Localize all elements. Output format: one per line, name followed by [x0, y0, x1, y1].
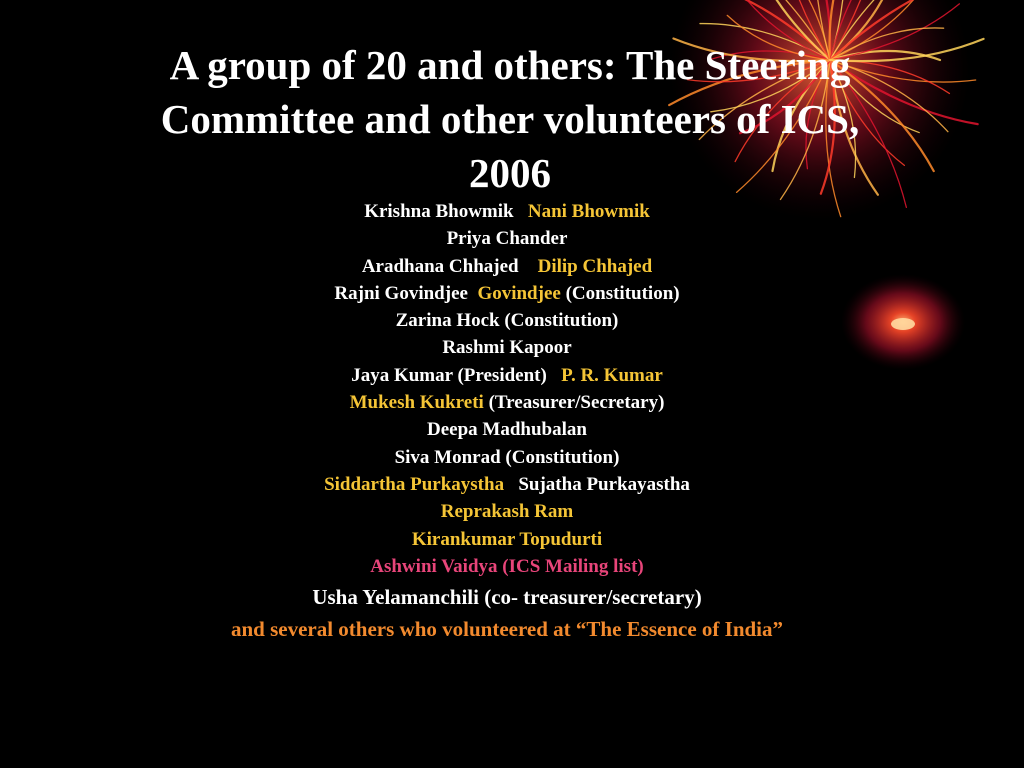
slide-title: [110, 38, 910, 200]
volunteer-row: [0, 498, 1014, 525]
slide-title-line-3: 2006: [469, 150, 551, 196]
volunteer-row: [0, 280, 1014, 307]
volunteer-row: [0, 334, 1014, 361]
volunteer-text: Usha Yelamanchili (co- treasurer/secretary): [312, 585, 702, 610]
volunteer-text: Nani Bhowmik: [527, 201, 650, 222]
volunteer-text: Jaya Kumar (President): [351, 364, 562, 386]
volunteer-row: [0, 416, 1014, 443]
volunteer-row: [0, 471, 1014, 498]
volunteer-text: Rajni Govindjee: [334, 282, 478, 304]
volunteer-row: [0, 307, 1014, 334]
volunteer-text: (Treasurer/Secretary): [483, 392, 665, 414]
volunteer-text: (Constitution): [560, 282, 680, 304]
slide-title-line-2: Committee and other volunteers of ICS,: [160, 96, 860, 142]
volunteer-list: [0, 198, 1014, 644]
volunteer-text: Aradhana Chhajed: [361, 255, 538, 277]
volunteer-text: Siva Monrad (Constitution): [394, 446, 620, 468]
volunteer-text: Rashmi Kapoor: [442, 337, 572, 359]
volunteer-text: Dilip Chhajed: [537, 255, 653, 277]
volunteer-text: Kirankumar Topudurti: [411, 528, 603, 550]
volunteer-row: [0, 198, 1014, 225]
volunteer-row: [0, 253, 1014, 280]
volunteer-text: Siddartha Purkaystha: [324, 473, 505, 495]
volunteer-text: Krishna Bhowmik: [364, 201, 528, 222]
volunteer-text: Ashwini Vaidya (ICS Mailing list): [370, 555, 644, 577]
slide-title-line-1: A group of 20 and others: The Steering: [169, 42, 851, 88]
volunteer-text: P. R. Kumar: [561, 364, 663, 386]
volunteer-text: Zarina Hock (Constitution): [395, 310, 619, 332]
volunteer-row: [0, 526, 1014, 553]
volunteer-text: Mukesh Kukreti: [349, 392, 484, 414]
volunteer-row: [0, 614, 1014, 644]
volunteer-text: and several others who volunteered at “The Essence of India”: [230, 617, 784, 642]
volunteer-text: Sujatha Purkayastha: [504, 473, 690, 495]
volunteer-row: [0, 362, 1014, 389]
volunteer-row: [0, 444, 1014, 471]
volunteer-text: Priya Chander: [446, 228, 568, 250]
volunteer-text: Reprakash Ram: [440, 501, 574, 523]
volunteer-text: Govindjee: [477, 282, 561, 304]
volunteer-row: [0, 389, 1014, 416]
volunteer-row: [0, 553, 1014, 580]
volunteer-row: [0, 225, 1014, 252]
volunteer-row: [0, 582, 1014, 612]
volunteer-text: Deepa Madhubalan: [427, 419, 587, 441]
